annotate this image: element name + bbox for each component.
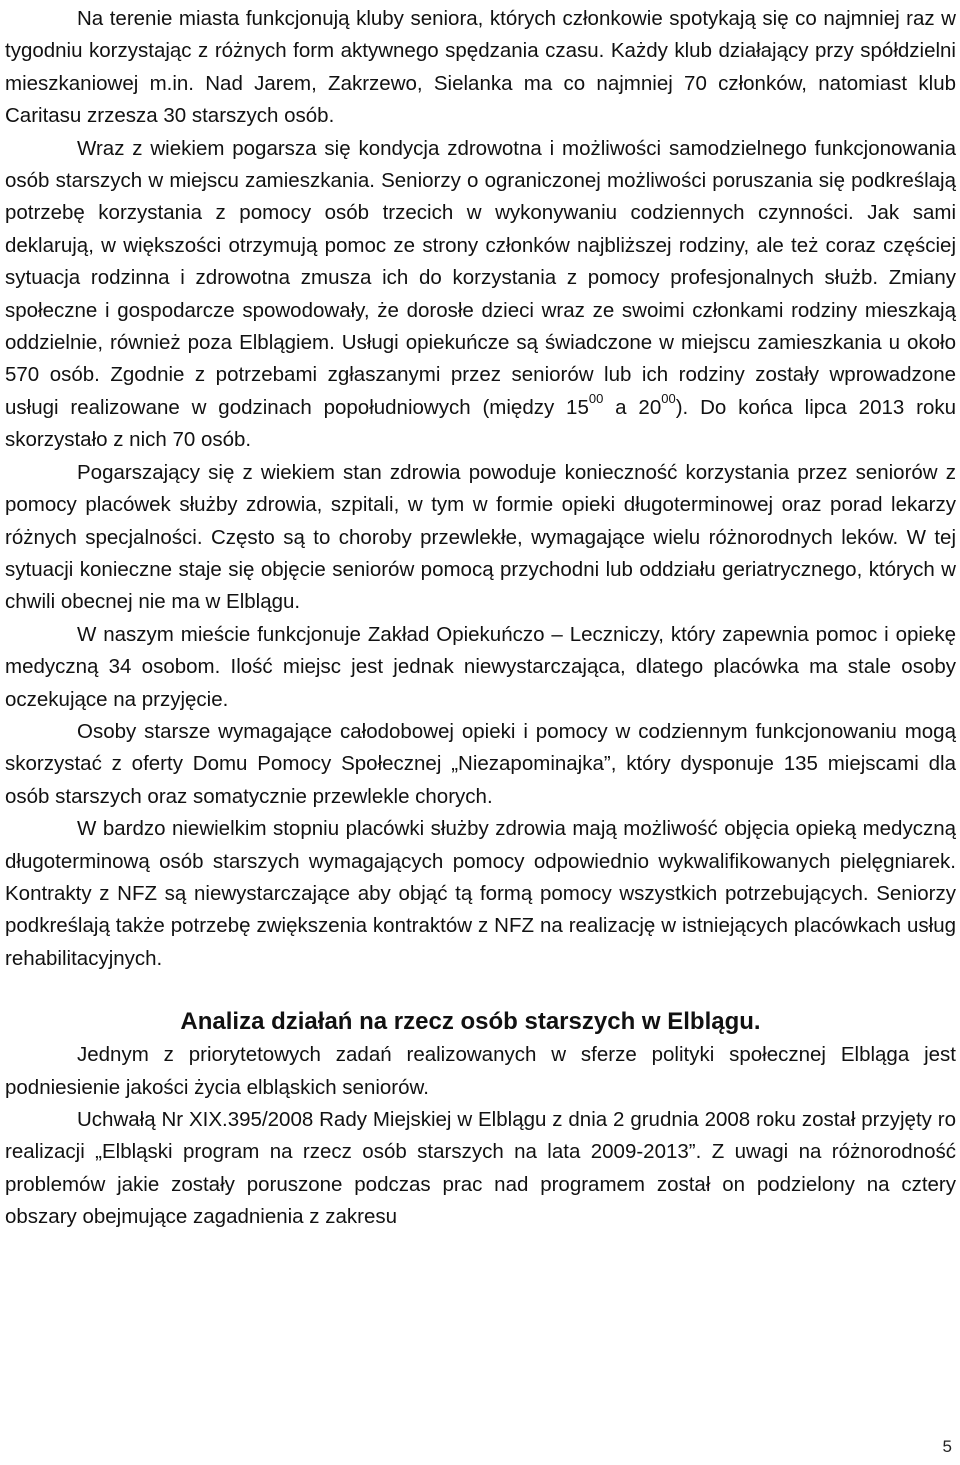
superscript-hour-start: 00	[588, 391, 604, 407]
paragraph-long-term-care: W bardzo niewielkim stopniu placówki służby zdrowia mają możliwość objęcia opieką medyczną długoterminową osób starszych wymagających pomocy odpowiednio wykwalifikowanych pielęgniarek. Kontrakty z NFZ są niewystarczające aby objąć tą formą pomocy wszystkich potrzebujących. Seniorzy podkreślają także potrzebę zwiększenia kontraktów z NFZ na realizację w istniejących placówkach usług rehabilitacyjnych.	[5, 817, 956, 970]
document-page	[5, 0, 956, 1234]
superscript-hour-end: 00	[661, 391, 676, 407]
paragraph-health-services: Pogarszający się z wiekiem stan zdrowia powoduje konieczność korzystania przez seniorów z pomocy placówek służby zdrowia, szpitali, w tym w formie opieki długoterminowej oraz porad lekarzy różnych specjalności. Często są to choroby przewlekłe, wymagające wielu różnorodnych leków. W tej sytuacji konieczne staje się objęcie seniorów pomocą przychodni lub oddziału geriatrycznego, których w chwili obecnej nie ma w Elblągu.	[5, 460, 956, 614]
paragraph-care-services-text-b: a 20	[603, 395, 662, 419]
paragraph-priorities: Jednym z priorytetowych zadań realizowanych w sferze polityki społecznej Elbląga jest podniesienie jakości życia elbląskich seniorów.	[5, 1043, 956, 1099]
paragraph-care-services-text-c: ). Do końca lipca 2013 roku skorzystało z nich 70 osób.	[5, 395, 956, 452]
paragraph-care-facility: W naszym mieście funkcjonuje Zakład Opiekuńczo – Leczniczy, który zapewnia pomoc i opiekę medyczną 34 osobom. Ilość miejsc jest jednak niewystarczająca, dlatego placówka ma stale osoby oczekujące na przyjęcie.	[5, 622, 956, 711]
paragraph-nursing-home: Osoby starsze wymagające całodobowej opieki i pomocy w codziennym funkcjonowaniu mogą skorzystać z oferty Domu Pomocy Społecznej „Niezapominajka”, który dysponuje 135 miejscami dla osób starszych oraz somatycznie przewlekle chorych.	[5, 719, 956, 808]
paragraph-senior-clubs: Na terenie miasta funkcjonują kluby seniora, których członkowie spotykają się co najmniej raz w tygodniu korzystając z różnych form aktywnego spędzania czasu. Każdy klub działający przy spółdzielni mieszkaniowej m.in. Nad Jarem, Zakrzewo, Sielanka ma co najmniej 70 członków, natomiast klub Caritasu zrzesza 30 starszych osób.	[5, 7, 956, 128]
paragraph-resolution: Uchwałą Nr XIX.395/2008 Rady Miejskiej w Elblągu z dnia 2 grudnia 2008 roku został przyjęty ro realizacji „Elbląski program na rzecz osób starszych na lata 2009-2013”. Z uwagi na różnorodność problemów jakie zostały poruszone podczas prac nad programem został on podzielony na cztery obszary obejmujące zagadnienia z zakresu	[5, 1108, 956, 1229]
page-number: 5	[942, 1437, 952, 1456]
section-heading: Analiza działań na rzecz osób starszych w Elblągu.	[180, 1008, 761, 1036]
paragraph-care-services	[5, 133, 956, 457]
paragraph-care-services-text-a: Wraz z wiekiem pogarsza się kondycja zdrowotna i możliwości samodzielnego funkcjonowania osób starszych w miejscu zamieszkania. Seniorzy o ograniczonej możliwości poruszania się podkreślają potrzebę korzystania z pomocy osób trzecich w wykonywaniu codziennych czynności. Jak sami deklarują, w większości otrzymują pomoc ze strony członków najbliższej rodziny, ale też coraz częściej sytuacja rodzinna i zdrowotna zmusza ich do korzystania z pomocy profesjonalnych służb. Zmiany społeczne i gospodarcze spowodowały, że dorosłe dzieci wraz ze swoimi członkami rodziny mieszkają oddzielnie, również poza Elblągiem. Usługi opiekuńcze są świadczone w miejscu zamieszkania u około 570 osób. Zgodnie z potrzebami zgłaszanymi przez seniorów lub ich rodziny zostały wprowadzone usługi realizowane w godzinach popołudniowych (między 15	[5, 136, 956, 419]
